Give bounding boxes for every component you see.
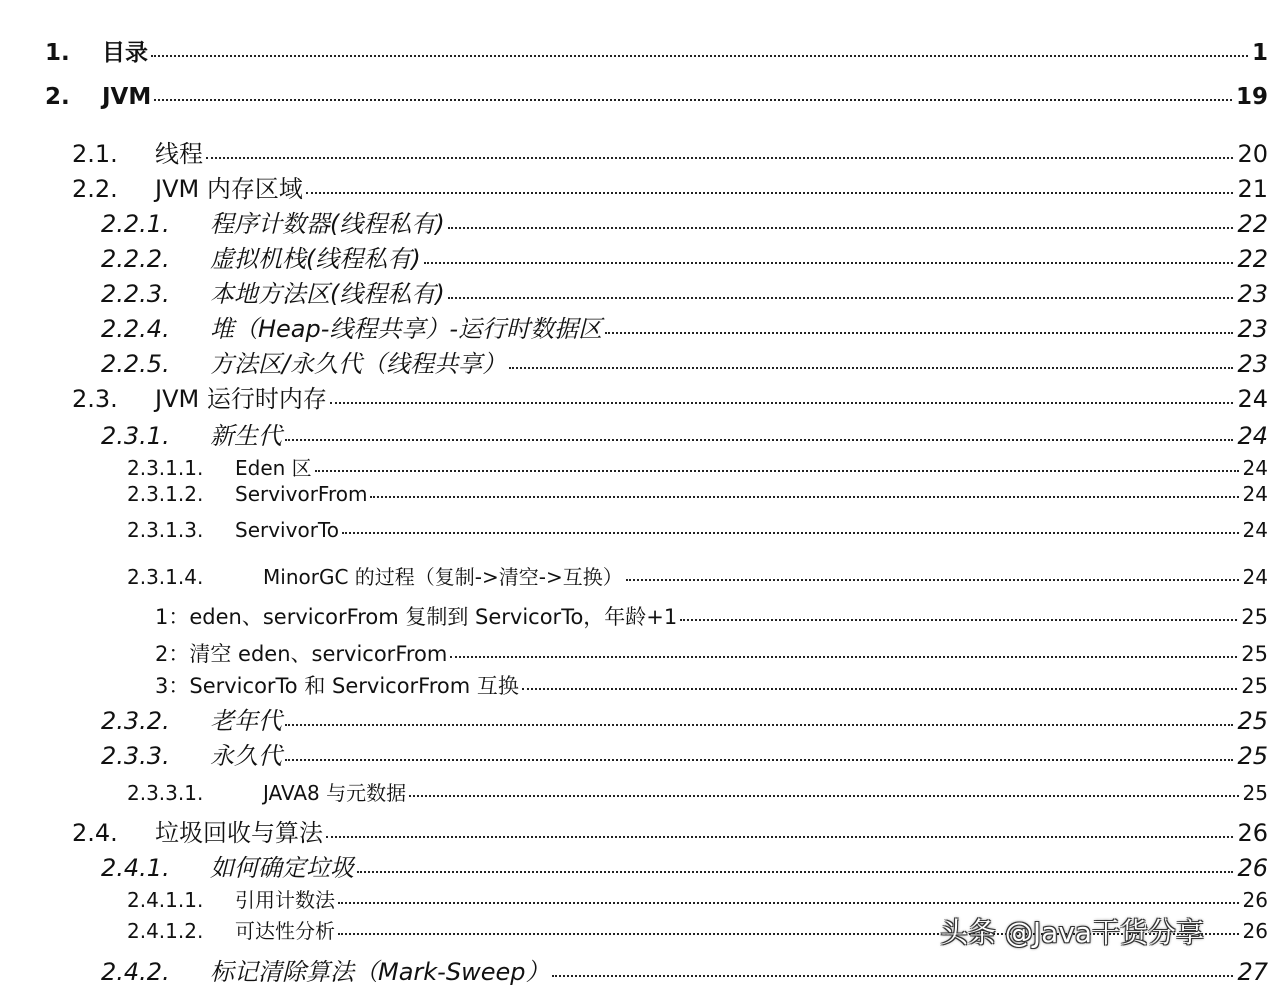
toc-number: 2.3.1.1. bbox=[127, 456, 204, 480]
toc-title: MinorGC 的过程（复制->清空->互换） bbox=[263, 565, 623, 589]
toc-page-number: 23 bbox=[1237, 315, 1268, 343]
toc-entry[interactable] bbox=[0, 34, 1280, 67]
toc-entry[interactable] bbox=[0, 309, 1280, 344]
dot-leader bbox=[370, 496, 1238, 498]
toc-entry[interactable] bbox=[0, 736, 1280, 771]
toc-entry[interactable] bbox=[0, 848, 1280, 883]
dot-leader bbox=[330, 402, 1234, 404]
toc-number: 2.4. bbox=[72, 819, 118, 847]
toc-page-number: 22 bbox=[1237, 210, 1268, 238]
toc-number: 2.2.1. bbox=[101, 210, 170, 238]
toc-number: 2.1. bbox=[72, 140, 118, 168]
dot-leader bbox=[285, 439, 1233, 441]
dot-leader bbox=[306, 192, 1234, 194]
toc-title: 引用计数法 bbox=[235, 888, 335, 912]
toc-title: 本地方法区(线程私有) bbox=[210, 280, 445, 308]
dot-leader bbox=[409, 795, 1238, 797]
toc-entry[interactable] bbox=[0, 379, 1280, 414]
toc-title: 程序计数器(线程私有) bbox=[210, 210, 445, 238]
toc-number: 2.2. bbox=[72, 175, 118, 203]
watermark: 头条 @Java干货分享 bbox=[940, 916, 1205, 949]
toc-title: 虚拟机栈(线程私有) bbox=[210, 245, 421, 273]
dot-leader bbox=[509, 367, 1233, 369]
toc-number: 2.4.2. bbox=[101, 958, 170, 986]
toc-page-number: 23 bbox=[1237, 350, 1268, 378]
dot-leader bbox=[338, 902, 1239, 904]
dot-leader bbox=[522, 688, 1237, 690]
toc-title: JVM 内存区域 bbox=[155, 175, 303, 203]
toc-page-number: 25 bbox=[1241, 674, 1268, 698]
toc-title: JAVA8 与元数据 bbox=[263, 781, 407, 805]
toc-title: 线程 bbox=[155, 140, 203, 168]
toc-title: 目录 bbox=[102, 40, 148, 66]
toc-entry[interactable] bbox=[0, 670, 1280, 700]
toc-page-number: 19 bbox=[1235, 84, 1268, 110]
toc-title: 可达性分析 bbox=[235, 919, 335, 943]
dot-leader bbox=[448, 227, 1234, 229]
toc-page-number: 25 bbox=[1241, 605, 1268, 629]
toc-title: 新生代 bbox=[210, 422, 282, 450]
toc-entry[interactable] bbox=[0, 518, 1280, 542]
dot-leader bbox=[450, 656, 1237, 658]
toc-number: 2.4.1. bbox=[101, 854, 170, 882]
dot-leader bbox=[206, 157, 1233, 159]
toc-page-number: 20 bbox=[1237, 140, 1268, 168]
toc-title: 标记清除算法（Mark-Sweep） bbox=[210, 958, 550, 986]
toc-number: 2.3. bbox=[72, 385, 118, 413]
toc-entry[interactable] bbox=[0, 416, 1280, 451]
toc-number: 2.3.1. bbox=[101, 422, 170, 450]
dot-leader bbox=[357, 871, 1233, 873]
toc-entry[interactable] bbox=[0, 169, 1280, 204]
toc-entry[interactable] bbox=[0, 344, 1280, 379]
toc-page-number: 24 bbox=[1237, 385, 1268, 413]
toc-title: JVM bbox=[102, 84, 152, 110]
toc-entry[interactable] bbox=[0, 701, 1280, 736]
toc-title: 老年代 bbox=[210, 707, 282, 735]
dot-leader bbox=[151, 55, 1248, 57]
toc-entry[interactable] bbox=[0, 204, 1280, 239]
toc-entry[interactable] bbox=[0, 561, 1280, 590]
toc-entry[interactable] bbox=[0, 482, 1280, 506]
dot-leader bbox=[326, 836, 1233, 838]
toc-title: 堆（Heap-线程共享）-运行时数据区 bbox=[210, 315, 603, 343]
toc-entry[interactable] bbox=[0, 777, 1280, 806]
toc-title: JVM 运行时内存 bbox=[155, 385, 327, 413]
toc-entry[interactable] bbox=[0, 84, 1280, 110]
toc-page-number: 24 bbox=[1242, 482, 1268, 506]
toc-page-number: 26 bbox=[1242, 919, 1268, 943]
toc-page-number: 24 bbox=[1242, 565, 1268, 589]
toc-title: Eden 区 bbox=[235, 456, 312, 480]
toc-entry[interactable] bbox=[0, 952, 1280, 987]
dot-leader bbox=[680, 619, 1237, 621]
toc-entry[interactable] bbox=[0, 239, 1280, 274]
toc-page-number: 27 bbox=[1237, 958, 1268, 986]
toc-page-number: 24 bbox=[1242, 518, 1268, 542]
toc-title: eden、servicorFrom 复制到 ServicorTo，年龄+1 bbox=[189, 605, 678, 629]
dot-leader bbox=[448, 297, 1234, 299]
toc-number: 2： bbox=[155, 642, 190, 666]
toc-number: 3： bbox=[155, 674, 190, 698]
toc-number: 2.4.1.2. bbox=[127, 919, 204, 943]
toc-page-number: 23 bbox=[1237, 280, 1268, 308]
toc-number: 1： bbox=[155, 605, 190, 629]
toc-title: 如何确定垃圾 bbox=[210, 854, 354, 882]
toc-title: ServivorTo bbox=[235, 518, 339, 542]
toc-page-number: 26 bbox=[1237, 819, 1268, 847]
dot-leader bbox=[424, 262, 1234, 264]
toc-title: 永久代 bbox=[210, 742, 282, 770]
toc-number: 2.3.1.3. bbox=[127, 518, 204, 542]
toc-number: 2.3.3.1. bbox=[127, 781, 204, 805]
toc-entry[interactable] bbox=[0, 813, 1280, 848]
toc-page-number: 22 bbox=[1237, 245, 1268, 273]
toc-page-number: 25 bbox=[1237, 742, 1268, 770]
toc-page-number: 25 bbox=[1237, 707, 1268, 735]
dot-leader bbox=[342, 532, 1239, 534]
toc-entry[interactable] bbox=[0, 452, 1280, 481]
toc-entry[interactable] bbox=[0, 134, 1280, 169]
toc-number: 1. bbox=[45, 40, 70, 66]
toc-number: 2.3.1.2. bbox=[127, 482, 204, 506]
dot-leader bbox=[626, 579, 1239, 581]
toc-entry[interactable] bbox=[0, 884, 1280, 913]
toc-entry[interactable] bbox=[0, 601, 1280, 631]
toc-number: 2.2.4. bbox=[101, 315, 170, 343]
toc-title: ServivorFrom bbox=[235, 482, 368, 506]
toc-page-number: 1 bbox=[1251, 40, 1268, 66]
toc-page-number: 25 bbox=[1242, 781, 1268, 805]
toc-page-number: 21 bbox=[1237, 175, 1268, 203]
toc-title: ServicorTo 和 ServicorFrom 互换 bbox=[189, 674, 519, 698]
toc-page-number: 26 bbox=[1242, 888, 1268, 912]
toc-entry[interactable] bbox=[0, 274, 1280, 309]
toc-page-number: 26 bbox=[1237, 854, 1268, 882]
toc-number: 2.3.2. bbox=[101, 707, 170, 735]
toc-number: 2.2.3. bbox=[101, 280, 170, 308]
toc-title: 方法区/永久代（线程共享） bbox=[210, 350, 507, 378]
toc-number: 2.2.2. bbox=[101, 245, 170, 273]
toc-page-number: 24 bbox=[1242, 456, 1268, 480]
toc-number: 2.4.1.1. bbox=[127, 888, 204, 912]
toc-number: 2.3.1.4. bbox=[127, 565, 204, 589]
toc-page-number: 24 bbox=[1237, 422, 1268, 450]
dot-leader bbox=[285, 724, 1233, 726]
toc-number: 2.3.3. bbox=[101, 742, 170, 770]
dot-leader bbox=[285, 759, 1233, 761]
toc-page-number: 25 bbox=[1241, 642, 1268, 666]
dot-leader bbox=[605, 332, 1233, 334]
dot-leader bbox=[315, 470, 1239, 472]
toc-title: 垃圾回收与算法 bbox=[155, 819, 323, 847]
dot-leader bbox=[552, 975, 1233, 977]
toc-entry[interactable] bbox=[0, 638, 1280, 668]
toc-title: 清空 eden、servicorFrom bbox=[189, 642, 448, 666]
toc-number: 2. bbox=[45, 84, 70, 110]
dot-leader bbox=[154, 99, 1232, 101]
toc-number: 2.2.5. bbox=[101, 350, 170, 378]
